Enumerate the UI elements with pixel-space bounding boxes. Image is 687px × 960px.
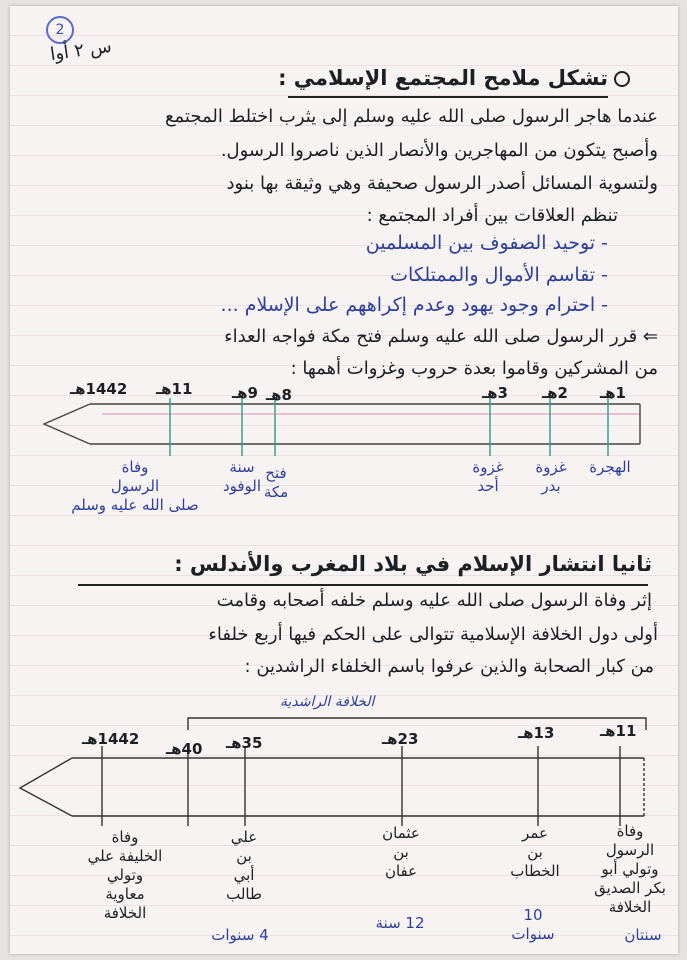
timeline-1-date-3: 3هـ [482, 384, 508, 402]
timeline-2-label-abubakr: وفاة الرسول وتولي أبو بكر الصديق الخلافة [594, 822, 666, 916]
section2-title-underline [78, 584, 648, 586]
section2-title: ثانيا انتشار الإسلام في بلاد المغرب والأندلس : [174, 552, 652, 576]
timeline-1-label-conquest-mecca: فتح مكة [263, 464, 289, 501]
page-number: 2 [55, 22, 65, 38]
timeline-2-label-umar: عمر بن الخطاب [510, 824, 560, 880]
timeline-2-duration-uthman: 12 سنة [375, 914, 425, 932]
timeline-2-date-1442: 1442هـ [82, 730, 140, 748]
timeline-2-duration-abubakr: سنتان [624, 926, 662, 944]
timeline-2-duration-ali: 4 سنوات [211, 926, 269, 944]
section1-point-1: - توحيد الصفوف بين المسلمين [365, 232, 608, 254]
lesson-tag: س ٢ أوا [48, 35, 113, 66]
section1-closing-line-1: ⇐ قرر الرسول صلى الله عليه وسلم فتح مكة فواجه العداء [224, 326, 658, 347]
section1-paragraph-line-4: تنظم العلاقات بين أفراد المجتمع : [366, 205, 618, 226]
timeline-1-date-2: 2هـ [542, 384, 568, 402]
section1-closing-line-2: من المشركين وقاموا بعدة حروب وغزوات أهمها : [290, 358, 658, 379]
section1-point-2: - تقاسم الأموال والممتلكات [390, 264, 608, 286]
timeline-2-arrow [10, 706, 678, 826]
bullet-icon [614, 71, 630, 87]
title-underline [288, 96, 608, 98]
timeline-2-label-uthman: عثمان بن عفان [382, 824, 420, 880]
section2-paragraph-line-1: إثر وفاة الرسول صلى الله عليه وسلم خلفه أصحابه وقامت [216, 590, 652, 611]
timeline-2-duration-umar: 10 سنوات [511, 906, 555, 943]
timeline-2-date-35: 35هـ [226, 734, 263, 752]
section2-paragraph-line-3: من كبار الصحابة والذين عرفوا باسم الخلفاء الراشدين : [244, 656, 654, 677]
section1-point-3: - احترام وجود يهود وعدم إكراههم على الإسلام ... [220, 294, 608, 316]
timeline-2-date-11: 11هـ [600, 722, 637, 740]
section1-paragraph-line-1: عندما هاجر الرسول صلى الله عليه وسلم إلى يثرب اختلط المجتمع [164, 106, 658, 127]
section1-title: تشكل ملامح المجتمع الإسلامي : [278, 66, 630, 90]
timeline-1-date-1: 1هـ [600, 384, 626, 402]
timeline-1-label-uhud: غزوة أحد [472, 458, 504, 495]
timeline-2-date-13: 13هـ [518, 724, 555, 742]
timeline-1-label-badr: غزوة بدر [535, 458, 567, 495]
timeline-1-label-delegations: سنة الوفود [222, 458, 262, 495]
timeline-1-date-11: 11هـ [156, 380, 193, 398]
timeline-1-label-hijra: الهجرة [589, 458, 631, 476]
timeline-1-date-9: 9هـ [232, 384, 258, 402]
section2-paragraph-line-2: أولى دول الخلافة الإسلامية تتوالى على الحكم فيها أربع خلفاء [208, 624, 658, 645]
caliphate-bracket-label: الخلافة الراشدية [280, 694, 375, 710]
section1-paragraph-line-2: وأصبح يتكون من المهاجرين والأنصار الذين ناصروا الرسول. [220, 140, 658, 161]
timeline-1-date-1442: 1442هـ [70, 380, 128, 398]
timeline-2-label-ali: علي بن أبي طالب [226, 828, 262, 903]
timeline-2-date-23: 23هـ [382, 730, 419, 748]
timeline-1-date-8: 8هـ [266, 386, 292, 404]
timeline-2-date-40: 40هـ [166, 740, 203, 758]
notebook-page [10, 6, 678, 954]
timeline-2-label-ali-death: وفاة الخليفة علي وتولي معاوية الخلافة [87, 828, 163, 922]
page-number-badge [46, 16, 74, 44]
section1-paragraph-line-3: ولتسوية المسائل أصدر الرسول صحيفة وهي وثيقة بها بنود [226, 173, 658, 194]
timeline-1-label-prophet-death: وفاة الرسول صلى الله عليه وسلم [71, 458, 199, 514]
